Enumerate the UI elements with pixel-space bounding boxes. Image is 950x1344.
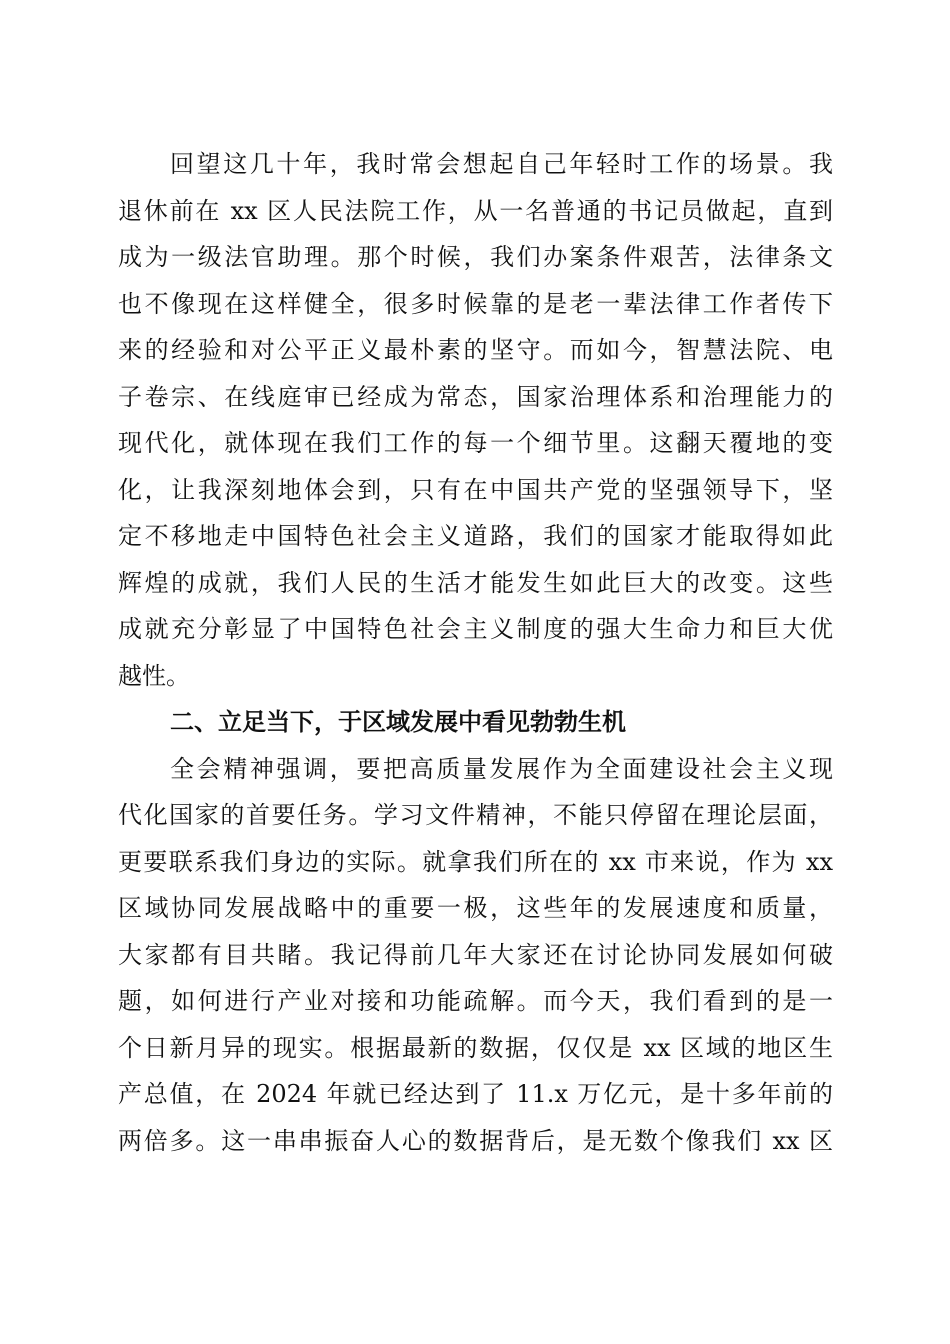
section-heading: 二、立足当下，于区域发展中看见勃勃生机 bbox=[170, 708, 626, 736]
paragraph-1-line: 也不像现在这样健全，很多时候靠的是老一辈法律工作者传下 bbox=[118, 289, 833, 318]
paragraph-1-line: 越性。 bbox=[118, 661, 190, 690]
paragraph-2-line: 全会精神强调，要把高质量发展作为全面建设社会主义现 bbox=[170, 754, 833, 783]
paragraph-2-line: 题，如何进行产业对接和功能疏解。而今天，我们看到的是一 bbox=[118, 987, 833, 1015]
paragraph-1-line: 退休前在 xx 区人民法院工作，从一名普通的书记员做起，直到 bbox=[118, 196, 833, 225]
paragraph-1-line: 现代化，就体现在我们工作的每一个细节里。这翻天覆地的变 bbox=[118, 429, 833, 457]
paragraph-2-line: 个日新月异的现实。根据最新的数据，仅仅是 xx 区域的地区生 bbox=[118, 1033, 833, 1062]
paragraph-1-line: 成就充分彰显了中国特色社会主义制度的强大生命力和巨大优 bbox=[118, 615, 833, 643]
paragraph-1-line: 定不移地走中国特色社会主义道路，我们的国家才能取得如此 bbox=[118, 522, 833, 550]
paragraph-1-line: 来的经验和对公平正义最朴素的坚守。而如今，智慧法院、电 bbox=[118, 336, 833, 364]
paragraph-2-line: 大家都有目共睹。我记得前几年大家还在讨论协同发展如何破 bbox=[118, 940, 833, 969]
paragraph-1-line: 化，让我深刻地体会到，只有在中国共产党的坚强领导下，坚 bbox=[118, 475, 833, 504]
paragraph-2-line: 两倍多。这一串串振奋人心的数据背后，是无数个像我们 xx 区 bbox=[118, 1126, 833, 1155]
paragraph-1-line: 回望这几十年，我时常会想起自己年轻时工作的场景。我 bbox=[170, 150, 833, 178]
paragraph-2-line: 更要联系我们身边的实际。就拿我们所在的 xx 市来说，作为 xx bbox=[118, 847, 833, 876]
paragraph-2-line: 产总值，在 2024 年就已经达到了 11.x 万亿元，是十多年前的 bbox=[118, 1080, 833, 1108]
paragraph-1-line: 辉煌的成就，我们人民的生活才能发生如此巨大的改变。这些 bbox=[118, 568, 833, 597]
paragraph-2-line: 区域协同发展战略中的重要一极，这些年的发展速度和质量， bbox=[118, 894, 833, 922]
paragraph-2-line: 代化国家的首要任务。学习文件精神，不能只停留在理论层面， bbox=[118, 801, 833, 829]
paragraph-1-line: 成为一级法官助理。那个时候，我们办案条件艰苦，法律条文 bbox=[118, 243, 833, 271]
document-body bbox=[118, 141, 833, 1164]
paragraph-1-line: 子卷宗、在线庭审已经成为常态，国家治理体系和治理能力的 bbox=[118, 382, 833, 411]
